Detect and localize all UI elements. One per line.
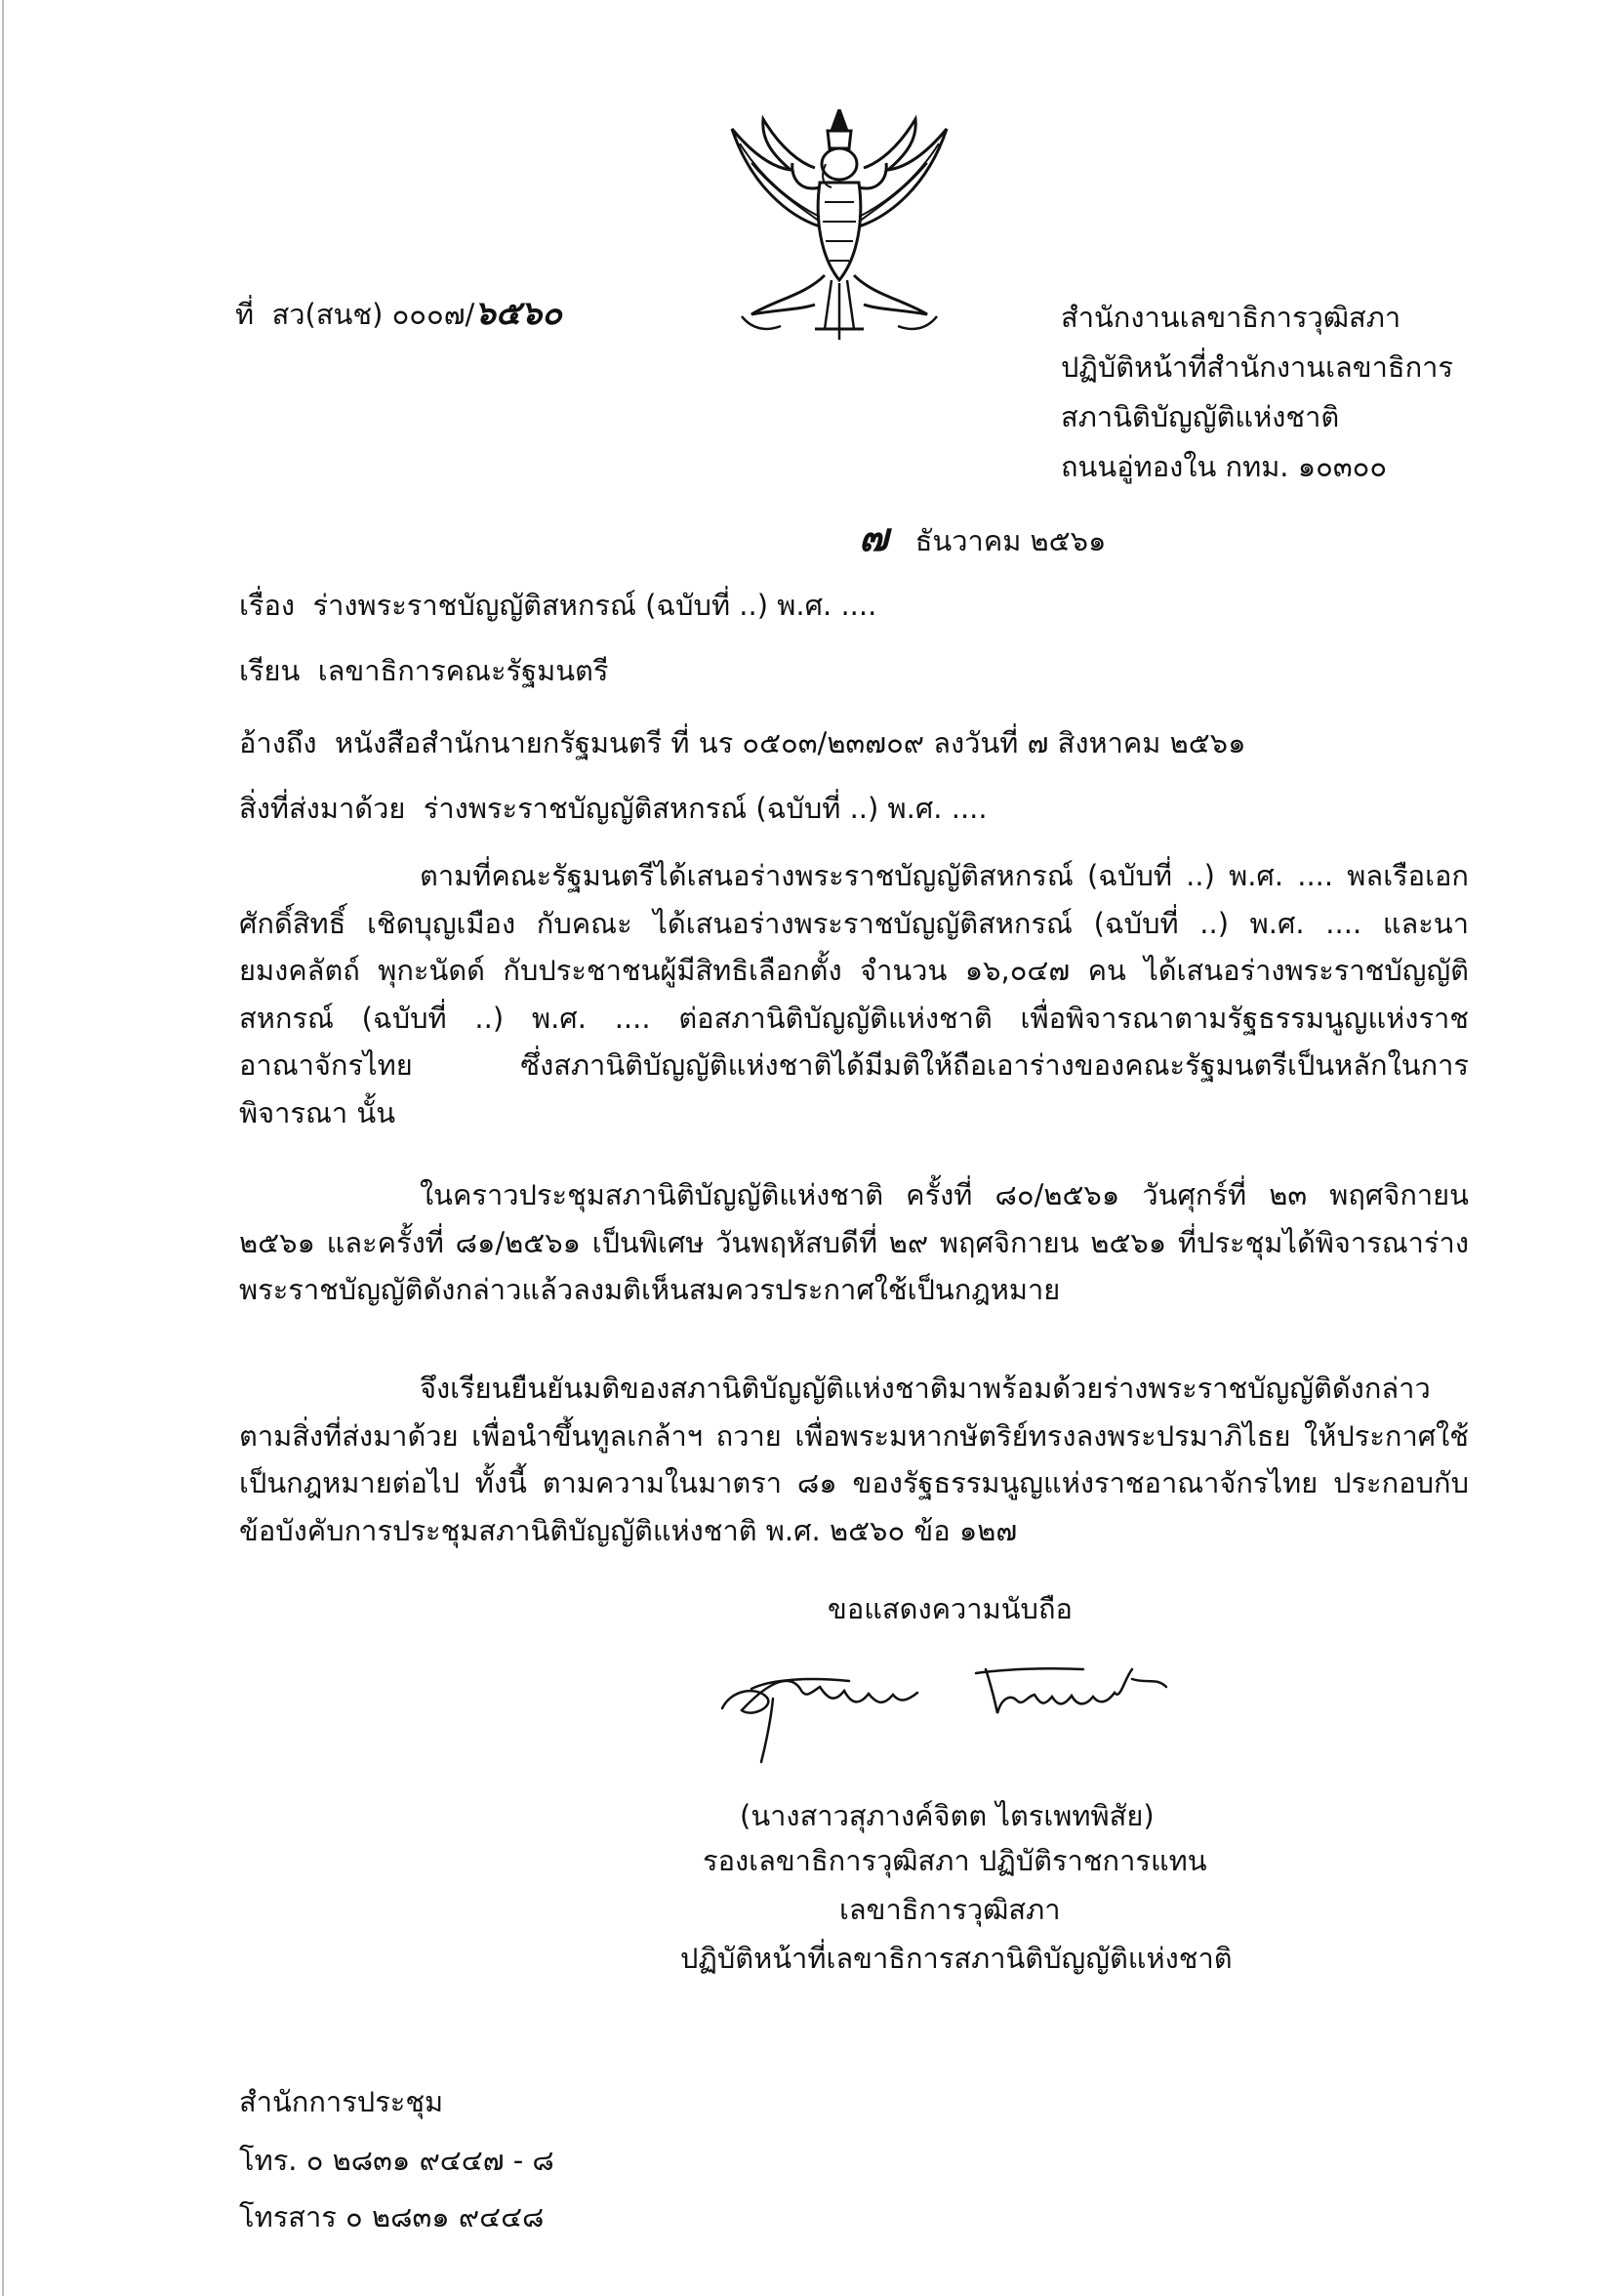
address-line: สภานิติบัญญัติแห่งชาติ xyxy=(1061,400,1340,433)
ref-number-handwritten: ๖๕๖๐ xyxy=(474,294,562,333)
date-day-handwritten: ๗ xyxy=(859,514,889,560)
paragraph-text: ตามที่คณะรัฐมนตรีได้เสนอร่างพระราชบัญญัติสหกรณ์ (ฉบับที่ ..) พ.ศ. .... พลเรือเอก ศักดิ์สิทธิ์ เชิดบุญเมือง กับคณะ ได้เสนอร่างพระราชบัญญัติสหกรณ์ (ฉบับที่ ..) พ.ศ. .... และนายมงคลัตถ์ พุกะนัดด์ กับประชาชนผู้มีสิทธิเลือกตั้ง จำนวน ๑๖,๐๔๗ คน ได้เสนอร่างพระราชบัญญัติสหกรณ์ (ฉบับที่ ..) พ.ศ. .... ต่อสภานิติบัญญัติแห่งชาติ เพื่อพิจารณาตามรัฐธรรมนูญแห่งราชอาณาจักรไทย ซึ่งสภานิติบัญญัติแห่งชาติได้มีมติให้ถือเอาร่างของคณะรัฐมนตรีเป็นหลักในการพิจารณา นั้น xyxy=(239,859,1469,1129)
enclosure-line xyxy=(239,786,988,831)
letter-date xyxy=(859,515,1106,563)
recipient-label: เรียน xyxy=(239,654,301,687)
body-paragraph-3 xyxy=(239,1365,1469,1554)
subject-label: เรื่อง xyxy=(239,589,296,622)
signatory-title: ปฏิบัติหน้าที่เลขาธิการสภานิติบัญญัติแห่งชาติ xyxy=(680,1942,1233,1975)
reference-line xyxy=(239,720,1246,765)
ref-number-printed: สว(สนช) ๐๐๐๗/ xyxy=(271,298,475,331)
garuda-emblem-icon xyxy=(722,109,956,342)
footer-office: สำนักการประชุม xyxy=(239,2085,444,2118)
enclosure-label: สิ่งที่ส่งมาด้วย xyxy=(239,792,406,825)
subject-line xyxy=(239,583,876,628)
body-paragraph-1 xyxy=(239,852,1469,1136)
reference-label: อ้างถึง xyxy=(239,726,317,759)
sender-address xyxy=(1061,293,1453,492)
address-line: ถนนอู่ทองใน กทม. ๑๐๓๐๐ xyxy=(1061,450,1388,483)
reference-text: หนังสือสำนักนายกรัฐมนตรี ที่ นร ๐๕๐๓/๒๓๗๐๙ ลงวันที่ ๗ สิงหาคม ๒๕๖๑ xyxy=(335,726,1246,759)
signatory-title: รองเลขาธิการวุฒิสภา ปฏิบัติราชการแทน xyxy=(703,1844,1207,1877)
reference-number-line xyxy=(235,291,562,337)
signatory-title: เลขาธิการวุฒิสภา xyxy=(839,1893,1061,1926)
handwritten-signature xyxy=(712,1650,1239,1767)
date-month-year: ธันวาคม ๒๕๖๑ xyxy=(914,524,1107,557)
enclosure-text: ร่างพระราชบัญญัติสหกรณ์ (ฉบับที่ ..) พ.ศ. .... xyxy=(423,792,988,825)
footer-fax: โทรสาร ๐ ๒๘๓๑ ๙๔๔๘ xyxy=(239,2200,545,2234)
body-paragraph-2 xyxy=(239,1171,1469,1314)
closing-salutation: ขอแสดงความนับถือ xyxy=(828,1592,1073,1625)
recipient-line xyxy=(239,648,608,693)
subject-text: ร่างพระราชบัญญัติสหกรณ์ (ฉบับที่ ..) พ.ศ. .... xyxy=(312,589,877,622)
address-line: ปฏิบัติหน้าที่สำนักงานเลขาธิการ xyxy=(1061,350,1454,384)
paragraph-text: จึงเรียนยืนยันมติของสภานิติบัญญัติแห่งชาติมาพร้อมด้วยร่างพระราชบัญญัติดังกล่าวตามสิ่งที่ส่งมาด้วย เพื่อนำขึ้นทูลเกล้าฯ ถวาย เพื่อพระมหากษัตริย์ทรงลงพระปรมาภิไธย ให้ประกาศใช้เป็นกฎหมายต่อไป ทั้งนี้ ตามความในมาตรา ๘๑ ของรัฐธรรมนูญแห่งราชอาณาจักรไทย ประกอบกับข้อบังคับการประชุมสภานิติบัญญัติแห่งชาติ พ.ศ. ๒๕๖๐ ข้อ ๑๒๗ xyxy=(239,1372,1469,1547)
signatory-name: (นางสาวสุภางค์จิตต ไตรเพทพิสัย) xyxy=(740,1799,1155,1832)
footer-phone: โทร. ๐ ๒๘๓๑ ๙๔๔๗ - ๘ xyxy=(239,2144,554,2177)
paragraph-text: ในคราวประชุมสภานิติบัญญัติแห่งชาติ ครั้งที่ ๘๐/๒๕๖๑ วันศุกร์ที่ ๒๓ พฤศจิกายน ๒๕๖๑ และครั้งที่ ๘๑/๒๕๖๑ เป็นพิเศษ วันพฤหัสบดีที่ ๒๙ พฤศจิกายน ๒๕๖๑ ที่ประชุมได้พิจารณาร่างพระราชบัญญัติดังกล่าวแล้วลงมติเห็นสมควรประกาศใช้เป็นกฎหมาย xyxy=(239,1178,1469,1306)
ref-label: ที่ xyxy=(235,298,255,331)
scan-edge-line xyxy=(2,0,4,2296)
recipient-text: เลขาธิการคณะรัฐมนตรี xyxy=(317,654,609,687)
address-line: สำนักงานเลขาธิการวุฒิสภา xyxy=(1061,301,1401,334)
